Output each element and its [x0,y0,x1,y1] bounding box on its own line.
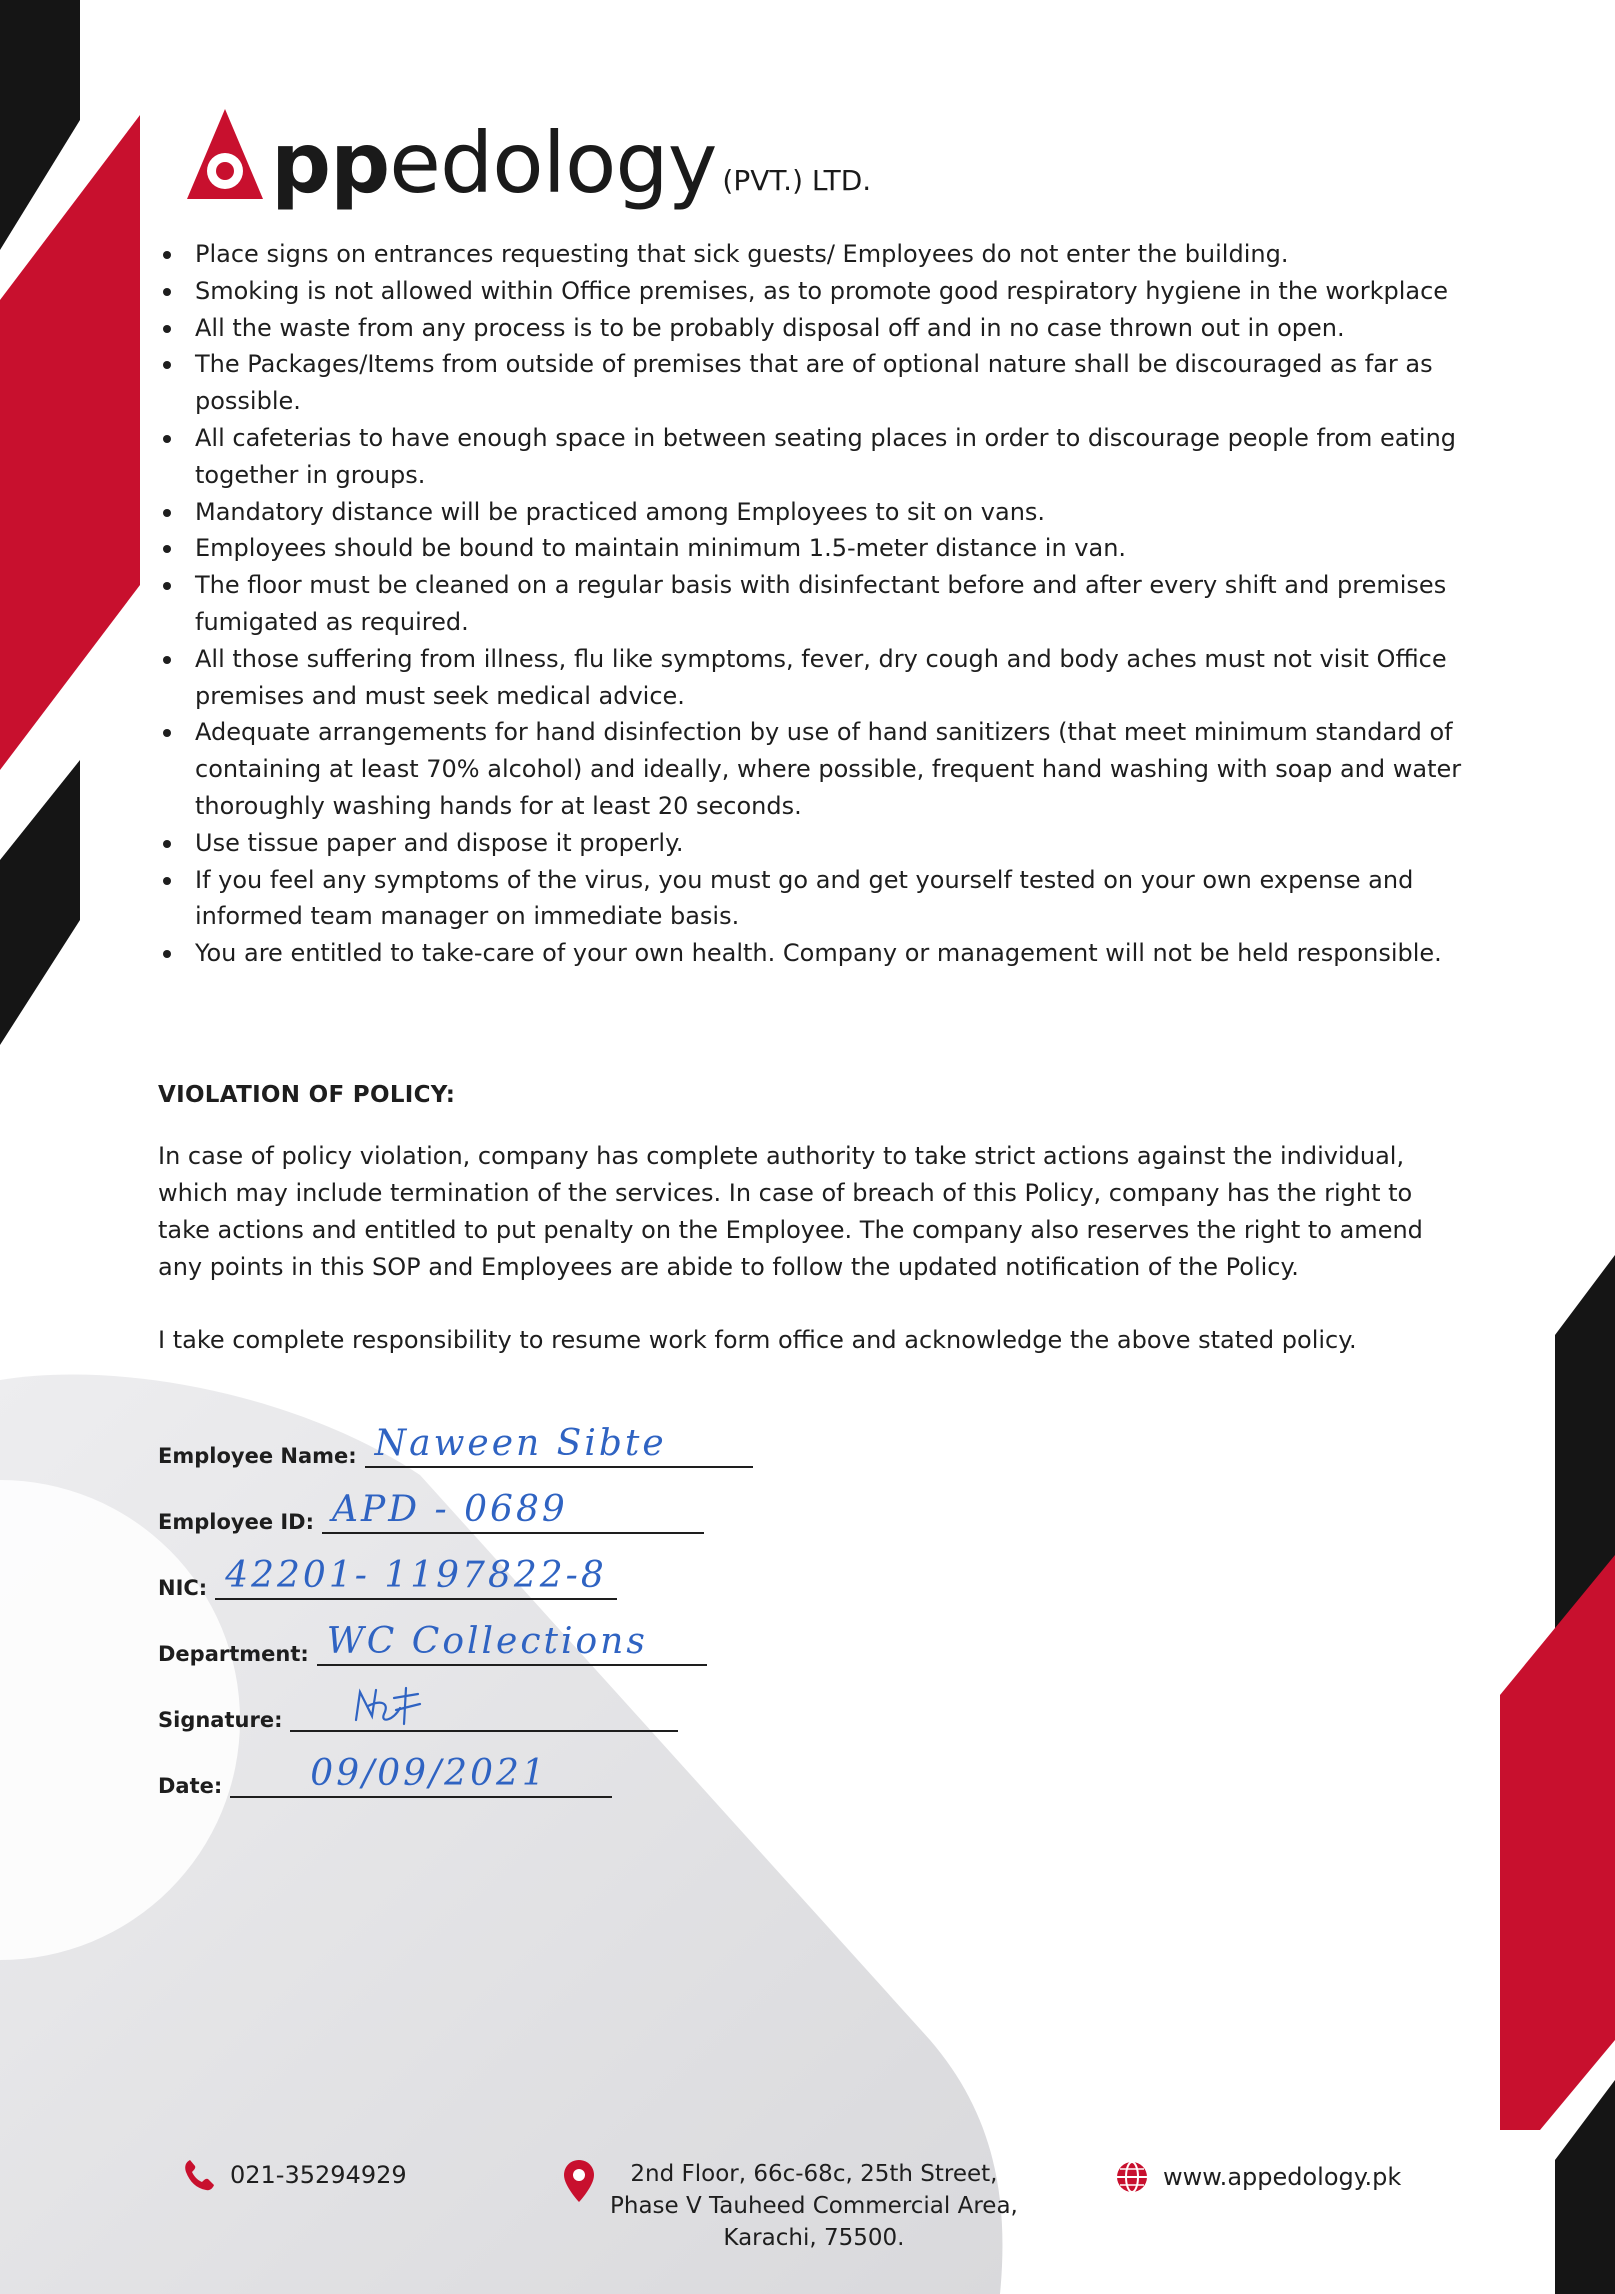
signature-label: Signature: [158,1708,283,1732]
list-item: Mandatory distance will be practiced among Employees to sit on vans. [155,494,1465,531]
right-red-stripe [1500,1555,1615,2130]
logo-bold-part: pp [271,114,390,212]
signature-scribble [350,1680,430,1730]
date-field[interactable] [158,1753,612,1798]
company-logo [183,95,872,212]
department-value: WC Collections [326,1621,648,1662]
phone-number: 021-35294929 [230,2161,407,2189]
signature-field[interactable] [158,1696,678,1732]
nic-field[interactable] [158,1555,617,1600]
nic-line[interactable] [215,1555,617,1600]
left-black-stripe-bottom [0,760,80,1045]
list-item: All those suffering from illness, flu like symptoms, fever, dry cough and body aches must not visit Office premises and must seek medical advice. [155,641,1465,715]
list-item: Employees should be bound to maintain minimum 1.5-meter distance in van. [155,530,1465,567]
employee-name-line[interactable] [365,1423,753,1468]
location-pin-icon [562,2158,596,2204]
phone-icon [182,2158,216,2192]
department-line[interactable] [317,1621,707,1666]
violation-paragraph: In case of policy violation, company has complete authority to take strict actions against the individual, which may include termination of the services. In case of breach of this Policy, company has the right to take actions and entitled to put penalty on the Employee. The company also reserves the right to amend any points in this SOP and Employees are abide to follow the updated notification of the Policy. [158,1142,1423,1281]
list-item: The Packages/Items from outside of premises that are of optional nature shall be discouraged as far as possible. [155,346,1465,420]
employee-id-label: Employee ID: [158,1510,315,1534]
logo-wordmark [271,114,717,212]
nic-label: NIC: [158,1576,208,1600]
address-text [610,2158,1018,2254]
violation-heading: VIOLATION OF POLICY: [158,1082,456,1108]
globe-icon [1115,2160,1149,2194]
right-black-stripe-bottom [1555,2080,1615,2294]
date-label: Date: [158,1774,223,1798]
employee-id-field[interactable] [158,1489,704,1534]
employee-name-label: Employee Name: [158,1444,357,1468]
logo-mark-icon [183,105,267,205]
list-item: You are entitled to take-care of your own health. Company or management will not be held responsible. [155,935,1465,972]
footer-address [562,2158,1018,2254]
policy-rules-list [155,236,1465,972]
address-line: Phase V Tauheed Commercial Area, [610,2193,1018,2219]
list-item: If you feel any symptoms of the virus, you must go and get yourself tested on your own expense and informed team manager on immediate basis. [155,862,1465,936]
list-item: Adequate arrangements for hand disinfection by use of hand sanitizers (that meet minimum standard of containing at least 70% alcohol) and ideally, where possible, frequent hand washing with soap and water thoroughly washing hands for at least 20 seconds. [155,714,1465,824]
list-item: The floor must be cleaned on a regular basis with disinfectant before and after every shift and premises fumigated as required. [155,567,1465,641]
employee-id-line[interactable] [322,1489,704,1534]
department-field[interactable] [158,1621,707,1666]
date-line[interactable] [230,1753,612,1798]
employee-id-value: APD - 0689 [332,1489,568,1530]
address-line: Karachi, 75500. [723,2225,905,2251]
address-line: 2nd Floor, 66c-68c, 25th Street, [630,2161,998,2187]
list-item: Smoking is not allowed within Office premises, as to promote good respiratory hygiene in the workplace [155,273,1465,310]
list-item: Use tissue paper and dispose it properly. [155,825,1465,862]
acknowledgement-statement: I take complete responsibility to resume work form office and acknowledge the above stated policy. [158,1326,1357,1354]
footer-phone [182,2158,407,2192]
nic-value: 42201- 1197822-8 [225,1555,607,1596]
employee-name-value: Naween Sibte [374,1423,667,1464]
list-item: All the waste from any process is to be probably disposal off and in no case thrown out in open. [155,310,1465,347]
date-value: 09/09/2021 [310,1753,548,1794]
list-item: Place signs on entrances requesting that sick guests/ Employees do not enter the building. [155,236,1465,273]
website-link[interactable]: www.appedology.pk [1163,2163,1402,2191]
logo-rest-part: edology [389,114,717,212]
logo-suffix: (PVT.) LTD. [722,164,872,197]
list-item: All cafeterias to have enough space in between seating places in order to discourage people from eating together in groups. [155,420,1465,494]
employee-name-field[interactable] [158,1423,753,1468]
department-label: Department: [158,1642,309,1666]
footer-website [1115,2160,1401,2194]
signature-line[interactable] [290,1696,678,1732]
